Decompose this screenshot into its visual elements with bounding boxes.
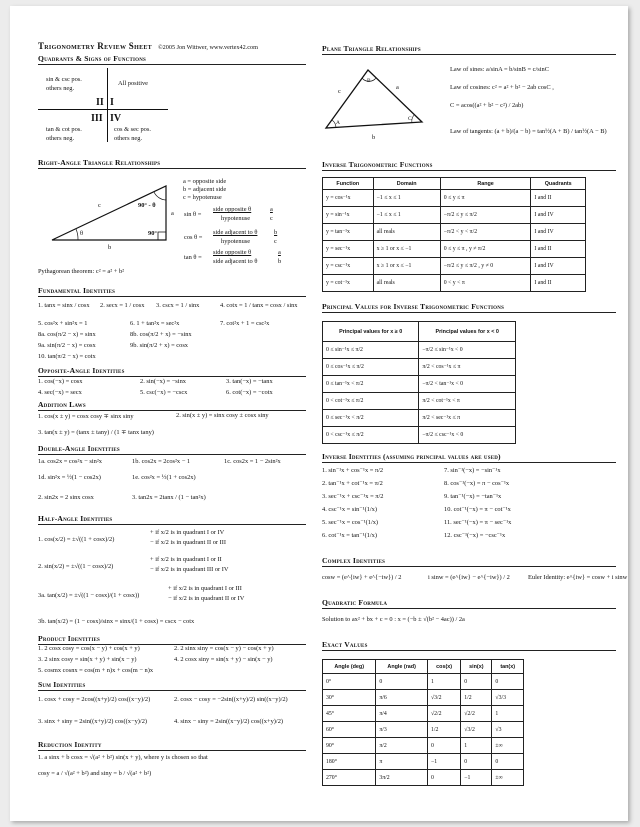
inverse-col-domain: Domain xyxy=(373,178,440,190)
quadrant-label-iii: III xyxy=(91,113,103,124)
inv-id-3: 3. sec⁻¹x + csc⁻¹x = π/2 xyxy=(322,493,384,500)
cell: √3 xyxy=(492,722,524,738)
ratio-cos-b: b xyxy=(274,229,278,236)
pythagorean-theorem: Pythagorean theorem: c² = a² + b² xyxy=(38,268,125,275)
fundamental-section xyxy=(38,286,306,366)
cell: y = csc⁻¹x xyxy=(323,258,374,275)
cell: 0 ≤ cos⁻¹x ≤ π/2 xyxy=(323,359,419,376)
inv-id-9: 9. tan⁻¹(−x) = −tan⁻¹x xyxy=(444,493,502,500)
inverse-functions-section xyxy=(322,160,616,292)
prod-4: 4. 2 cosx siny = sin(x + y) − sin(x − y) xyxy=(174,656,273,663)
plane-label-c: c xyxy=(338,88,341,95)
cell: 90° xyxy=(323,738,376,754)
inverse-col-range: Range xyxy=(440,178,531,190)
inverse-identities-section xyxy=(322,452,616,544)
plane-label-a: a xyxy=(396,84,399,91)
cell: −π/2 < y < π/2 xyxy=(440,224,531,241)
cell: π xyxy=(376,754,428,770)
opp-1: 1. cos(−x) = cosx xyxy=(38,378,83,385)
cell: −π/2 ≤ y ≤ π/2 xyxy=(440,207,531,224)
quadrants-heading: Quadrants & Signs of Functions xyxy=(38,54,306,65)
cell: y = sec⁻¹x xyxy=(323,241,374,258)
fund-10: 10. tan(π/2 − x) = cotx xyxy=(38,353,96,360)
opp-3: 3. tan(−x) = −tanx xyxy=(226,378,273,385)
cell: 0 xyxy=(461,754,492,770)
complex-sin: i sinw = (e^{iw} − e^{−iw}) / 2 xyxy=(428,574,510,581)
dbl-1c: 1c. cos2x = 1 − 2sin²x xyxy=(224,458,281,465)
table-row xyxy=(323,690,524,706)
cell: I and IV xyxy=(531,207,586,224)
table-row xyxy=(323,359,516,376)
cell: −π/2 ≤ csc⁻¹x < 0 xyxy=(419,427,516,444)
cell: √3/3 xyxy=(492,690,524,706)
principal-heading: Principal Values for Inverse Trigonometric Functions xyxy=(322,302,616,313)
quadratic-formula: Solution to ax² + bx + c = 0 : x = (−b ± √(b² − 4ac)) / 2a xyxy=(322,616,465,623)
tri-label-theta: θ xyxy=(80,230,84,237)
cell: 3π/2 xyxy=(376,770,428,786)
fund-8a: 8a. cos(π/2 − x) = sinx xyxy=(38,331,96,338)
exact-col-tan: tan(x) xyxy=(492,660,524,674)
quadratic-section xyxy=(322,598,616,632)
table-row xyxy=(323,722,524,738)
exact-col-cos: cos(x) xyxy=(427,660,460,674)
cell: 1 xyxy=(427,674,460,690)
inv-id-5: 5. sec⁻¹x = cos⁻¹(1/x) xyxy=(322,519,379,526)
exact-values-table xyxy=(322,659,524,786)
half-3a-cond-plus: + if x/2 is in quadrant I or III xyxy=(168,585,242,592)
half-3a: 3a. tan(x/2) = ±√((1 − cosx)/(1 + cosx)) xyxy=(38,592,140,599)
table-row xyxy=(323,427,516,444)
q4-line2: others neg. xyxy=(114,135,143,142)
ratio-tan-den: side adjacent to θ xyxy=(213,258,258,265)
add-3: 3. tan(x ± y) = (tanx ± tany) / (1 ∓ tanx tany) xyxy=(38,429,154,436)
product-heading: Product Identities xyxy=(38,634,306,645)
half-heading: Half-Angle Identities xyxy=(38,514,306,525)
sheet-header xyxy=(38,36,306,54)
q2-line1: sin & csc pos. xyxy=(46,76,82,83)
half-2-cond-minus: − if x/2 is in quadrant III or IV xyxy=(150,566,229,573)
cell: all reals xyxy=(373,275,440,292)
half-1-cond-minus: − if x/2 is in quadrant II or III xyxy=(150,539,227,546)
cell: −π/2 < tan⁻¹x < 0 xyxy=(419,376,516,393)
half-2: 2. sin(x/2) = ±√((1 − cosx)/2) xyxy=(38,563,114,570)
ratio-tan-b: b xyxy=(278,258,282,265)
prod-2: 2. 2 sinx siny = cos(x − y) − cos(x + y) xyxy=(174,645,274,652)
opposite-heading: Opposite-Angle Identities xyxy=(38,366,306,377)
reduction-1: 1. a sinx + b cosx = √(a² + b²) sin(x + y), where y is chosen so that xyxy=(38,754,208,761)
legend-c: c = hypotenuse xyxy=(183,194,222,201)
table-row xyxy=(323,241,586,258)
cell: −1 xyxy=(461,770,492,786)
dbl-1b: 1b. cos2x = 2cos²x − 1 xyxy=(132,458,191,465)
cell: √2/2 xyxy=(427,706,460,722)
fund-7: 7. cot²x + 1 = csc²x xyxy=(220,320,270,327)
quadratic-heading: Quadratic Formula xyxy=(322,598,616,609)
fund-6: 6. 1 + tan²x = sec²x xyxy=(130,320,180,327)
cell: ±∞ xyxy=(492,738,524,754)
reduction-2: cosy = a / √(a² + b²) and siny = b / √(a² + b²) xyxy=(38,770,152,777)
table-row xyxy=(323,376,516,393)
opp-5: 5. csc(−x) = −cscx xyxy=(140,389,188,396)
prod-5: 5. cosmx cosnx = cos(m + n)x + cos(m − n)x xyxy=(38,667,154,674)
principal-table xyxy=(322,321,516,444)
ratio-sin-a: a xyxy=(270,206,273,213)
inv-id-7: 7. sin⁻¹(−x) = −sin⁻¹x xyxy=(444,467,501,474)
inv-id-11: 11. sec⁻¹(−x) = π − sec⁻¹x xyxy=(444,519,512,526)
cell: π/2 < cos⁻¹x ≤ π xyxy=(419,359,516,376)
cell: π/4 xyxy=(376,706,428,722)
sum-4: 4. sinx − siny = 2sin((x−y)/2) cos((x+y)/2) xyxy=(174,718,284,725)
product-section xyxy=(38,634,306,678)
cell: 1 xyxy=(461,738,492,754)
table-row xyxy=(323,674,524,690)
cell: 0 xyxy=(492,754,524,770)
table-row xyxy=(323,190,586,207)
principal-col-neg: Principal values for x < 0 xyxy=(419,322,516,342)
quadrants-section xyxy=(38,54,306,154)
quadrant-label-ii: II xyxy=(96,97,104,108)
sum-1: 1. cosx + cosy = 2cos((x+y)/2) cos((x−y)/2) xyxy=(38,696,151,703)
half-1-cond-plus: + if x/2 is in quadrant I or IV xyxy=(150,529,225,536)
cell: 60° xyxy=(323,722,376,738)
right-angle-section xyxy=(38,158,306,276)
reduction-heading: Reduction Identity xyxy=(38,740,306,751)
cell: √3/2 xyxy=(461,722,492,738)
sum-heading: Sum Identities xyxy=(38,680,306,691)
tri-label-top-angle: 90° - θ xyxy=(138,202,156,209)
plane-heading: Plane Triangle Relationships xyxy=(322,44,616,55)
ratio-sin-c: c xyxy=(270,215,273,222)
cell: 0 xyxy=(427,738,460,754)
table-row xyxy=(323,770,524,786)
cell: 0 ≤ y ≤ π xyxy=(440,190,531,207)
ratio-cos-c: c xyxy=(274,238,277,245)
exact-col-rad: Angle (rad) xyxy=(376,660,428,674)
cell: ±∞ xyxy=(492,770,524,786)
right-angle-heading: Right-Angle Triangle Relationships xyxy=(38,158,306,169)
cell: I and II xyxy=(531,190,586,207)
cell: 1 xyxy=(492,706,524,722)
ratio-sin-num: side opposite θ xyxy=(213,206,252,213)
add-1: 1. cos(x ± y) = cosx cosy ∓ sinx siny xyxy=(38,413,134,420)
complex-cos: cosw = (e^{iw} + e^{−iw}) / 2 xyxy=(322,574,402,581)
cell: √3/2 xyxy=(427,690,460,706)
cell: π/2 xyxy=(376,738,428,754)
dbl-1d: 1d. sin²x = ½(1 − cos2x) xyxy=(38,474,101,481)
cell: x ≥ 1 or x ≤ −1 xyxy=(373,258,440,275)
ratio-sin-den: hypotenuse xyxy=(221,215,251,222)
cell: all reals xyxy=(373,224,440,241)
table-row xyxy=(323,393,516,410)
cell: I and II xyxy=(531,275,586,292)
plane-label-A: A xyxy=(336,120,340,126)
tri-label-right-angle: 90° xyxy=(148,230,157,237)
angle-c-acos: C = acos((a² + b² − c²) / 2ab) xyxy=(450,102,524,109)
exact-col-sin: sin(x) xyxy=(461,660,492,674)
cell: −π/2 ≤ y ≤ π/2 , y ≠ 0 xyxy=(440,258,531,275)
fund-9b: 9b. sin(π/2 + x) = cosx xyxy=(130,342,189,349)
quadrant-label-i: I xyxy=(110,97,114,108)
tri-label-b: b xyxy=(108,244,112,251)
half-angle-section xyxy=(38,514,306,634)
opp-2: 2. sin(−x) = −sinx xyxy=(140,378,186,385)
cell: y = cot⁻¹x xyxy=(323,275,374,292)
cell: −1 xyxy=(427,754,460,770)
inverse-heading: Inverse Trigonometric Functions xyxy=(322,160,616,171)
cell: y = cos⁻¹x xyxy=(323,190,374,207)
fund-9a: 9a. sin(π/2 − x) = cosx xyxy=(38,342,96,349)
cell: 0 < csc⁻¹x ≤ π/2 xyxy=(323,427,419,444)
inverse-col-function: Function xyxy=(323,178,374,190)
fundamental-heading: Fundamental Identities xyxy=(38,286,306,297)
table-row xyxy=(323,224,586,241)
dbl-1e: 1e. cos²x = ½(1 + cos2x) xyxy=(132,474,196,481)
inverse-ids-heading: Inverse Identities (assuming principal values are used) xyxy=(322,452,616,463)
quadrant-label-iv: IV xyxy=(110,113,122,124)
opposite-section xyxy=(38,366,306,400)
prod-3: 3. 2 sinx cosy = sin(x + y) + sin(x − y) xyxy=(38,656,137,663)
table-row xyxy=(323,706,524,722)
sum-3: 3. sinx + siny = 2sin((x+y)/2) cos((x−y)/2) xyxy=(38,718,148,725)
ratio-tan-lhs: tan θ = xyxy=(184,254,202,261)
quadrant-vertical-axis xyxy=(107,68,108,142)
double-angle-section xyxy=(38,444,306,510)
cell: I and IV xyxy=(531,258,586,275)
cell: 45° xyxy=(323,706,376,722)
cell: 0 xyxy=(461,674,492,690)
exact-heading: Exact Values xyxy=(322,640,616,651)
legend-b: b = adjacent side xyxy=(183,186,227,193)
cell: 0 ≤ tan⁻¹x < π/2 xyxy=(323,376,419,393)
plane-label-C: C xyxy=(408,116,412,122)
right-triangle-diagram xyxy=(48,182,178,244)
ratio-cos-num: side adjacent to θ xyxy=(213,229,258,236)
cell: 0 < cot⁻¹x ≤ π/2 xyxy=(323,393,419,410)
sum-2: 2. cosx − cosy = −2sin((x+y)/2) sin((x−y)/2) xyxy=(174,696,288,703)
prod-1: 1. 2 cosx cosy = cos(x − y) + cos(x + y) xyxy=(38,645,140,652)
cell: 180° xyxy=(323,754,376,770)
cell: π/2 < cot⁻¹x < π xyxy=(419,393,516,410)
sum-section xyxy=(38,680,306,736)
complex-heading: Complex Identities xyxy=(322,556,616,567)
cell: y = tan⁻¹x xyxy=(323,224,374,241)
reduction-section xyxy=(38,740,306,790)
principal-col-pos: Principal values for x ≥ 0 xyxy=(323,322,419,342)
tri-label-c: c xyxy=(98,202,101,209)
half-1: 1. cos(x/2) = ±√((1 + cosx)/2) xyxy=(38,536,115,543)
q3-line2: others neg. xyxy=(46,135,75,142)
q1-text: All positive xyxy=(118,80,148,87)
cell: 0 xyxy=(376,674,428,690)
fund-4: 4. cotx = 1 / tanx = cosx / sinx xyxy=(220,302,298,309)
dbl-1a: 1a. cos2x = cos²x − sin²x xyxy=(38,458,102,465)
law-of-sines: Law of sines: a/sinA = b/sinB = c/sinC xyxy=(450,66,549,73)
half-3b: 3b. tan(x/2) = (1 − cosx)/sinx = sinx/(1 + cosx) = cscx − cotx xyxy=(38,618,195,625)
table-row xyxy=(323,410,516,427)
cell: 1/2 xyxy=(461,690,492,706)
opp-6: 6. cot(−x) = −cotx xyxy=(226,389,273,396)
ratio-cos-lhs: cos θ = xyxy=(184,234,203,241)
sheet-title: Trigonometry Review Sheet xyxy=(38,41,152,51)
fund-8b: 8b. cos(π/2 + x) = −sinx xyxy=(130,331,192,338)
table-row xyxy=(323,738,524,754)
cell: 1/2 xyxy=(427,722,460,738)
inv-id-2: 2. tan⁻¹x + cot⁻¹x = π/2 xyxy=(322,480,383,487)
q3-line1: tan & cot pos. xyxy=(46,126,82,133)
addition-section xyxy=(38,400,306,440)
double-heading: Double-Angle Identities xyxy=(38,444,306,455)
ratio-sin-lhs: sin θ = xyxy=(184,211,202,218)
inverse-table xyxy=(322,177,586,292)
dbl-3: 3. tan2x = 2tanx / (1 − tan²x) xyxy=(132,494,206,501)
fund-3: 3. cscx = 1 / sinx xyxy=(156,302,200,309)
q2-line2: others neg. xyxy=(46,85,75,92)
ratio-tan-a: a xyxy=(278,249,281,256)
cell: 0 ≤ sin⁻¹x ≤ π/2 xyxy=(323,342,419,359)
cell: 0 < y < π xyxy=(440,275,531,292)
cell: 0° xyxy=(323,674,376,690)
cell: 0 xyxy=(427,770,460,786)
dbl-2: 2. sin2x = 2 sinx cosx xyxy=(38,494,94,501)
table-row xyxy=(323,207,586,224)
plane-triangle-section xyxy=(322,44,616,154)
cell: −1 ≤ x ≤ 1 xyxy=(373,207,440,224)
cell: y = sin⁻¹x xyxy=(323,207,374,224)
q4-line1: cos & sec pos. xyxy=(114,126,151,133)
cell: x ≥ 1 or x ≤ −1 xyxy=(373,241,440,258)
addition-heading: Addition Laws xyxy=(38,400,306,411)
cell: I and IV xyxy=(531,224,586,241)
plane-label-B: B xyxy=(367,78,371,84)
table-row xyxy=(323,275,586,292)
law-of-cosines: Law of cosines: c² = a² + b² − 2ab cosC , xyxy=(450,84,554,91)
inv-id-10: 10. cot⁻¹(−x) = π − cot⁻¹x xyxy=(444,506,511,513)
cell: I and II xyxy=(531,241,586,258)
inv-id-1: 1. sin⁻¹x + cos⁻¹x = π/2 xyxy=(322,467,384,474)
principal-values-section xyxy=(322,302,616,444)
cell: −π/2 ≤ sin⁻¹x < 0 xyxy=(419,342,516,359)
table-row xyxy=(323,754,524,770)
tri-label-a: a xyxy=(171,210,174,217)
cell: √2/2 xyxy=(461,706,492,722)
cell: −1 ≤ x ≤ 1 xyxy=(373,190,440,207)
cell: 0 xyxy=(492,674,524,690)
cell: π/2 < sec⁻¹x ≤ π xyxy=(419,410,516,427)
fund-2: 2. secx = 1 / cosx xyxy=(100,302,145,309)
quadrant-horizontal-axis xyxy=(38,109,168,110)
cell: 0 ≤ sec⁻¹x < π/2 xyxy=(323,410,419,427)
plane-label-b: b xyxy=(372,134,376,141)
cell: 30° xyxy=(323,690,376,706)
half-3a-cond-minus: − if x/2 is in quadrant II or IV xyxy=(168,595,245,602)
table-row xyxy=(323,258,586,275)
inv-id-4: 4. csc⁻¹x = sin⁻¹(1/x) xyxy=(322,506,378,513)
inv-id-8: 8. cos⁻¹(−x) = π − cos⁻¹x xyxy=(444,480,510,487)
ratio-tan-num: side opposite θ xyxy=(213,249,252,256)
cell: π/6 xyxy=(376,690,428,706)
fund-5: 5. cos²x + sin²x = 1 xyxy=(38,320,88,327)
cell: 0 ≤ y ≤ π , y ≠ π/2 xyxy=(440,241,531,258)
exact-col-deg: Angle (deg) xyxy=(323,660,376,674)
ratio-cos-den: hypotenuse xyxy=(221,238,251,245)
inv-id-12: 12. csc⁻¹(−x) = −csc⁻¹x xyxy=(444,532,506,539)
fund-1: 1. tanx = sinx / cosx xyxy=(38,302,90,309)
cell: 270° xyxy=(323,770,376,786)
legend-a: a = opposite side xyxy=(183,178,227,185)
complex-section xyxy=(322,556,628,590)
inv-id-6: 6. cot⁻¹x = tan⁻¹(1/x) xyxy=(322,532,378,539)
opp-4: 4. sec(−x) = secx xyxy=(38,389,82,396)
cell: π/3 xyxy=(376,722,428,738)
table-row xyxy=(323,342,516,359)
exact-values-section xyxy=(322,640,616,786)
review-sheet-page xyxy=(10,6,628,821)
euler-identity: Euler Identity: e^{iw} = cosw + i sinw xyxy=(528,574,628,581)
law-of-tangents: Law of tangents: (a + b)/(a − b) = tan½(A + B) / tan½(A − B) xyxy=(450,128,607,135)
inverse-col-quadrants: Quadrants xyxy=(531,178,586,190)
copyright: ©2005 Jon Wittwer, www.vertex42.com xyxy=(157,44,258,51)
half-2-cond-plus: + if x/2 is in quadrant I or II xyxy=(150,556,222,563)
add-2: 2. sin(x ± y) = sinx cosy ± cosx siny xyxy=(176,412,269,419)
